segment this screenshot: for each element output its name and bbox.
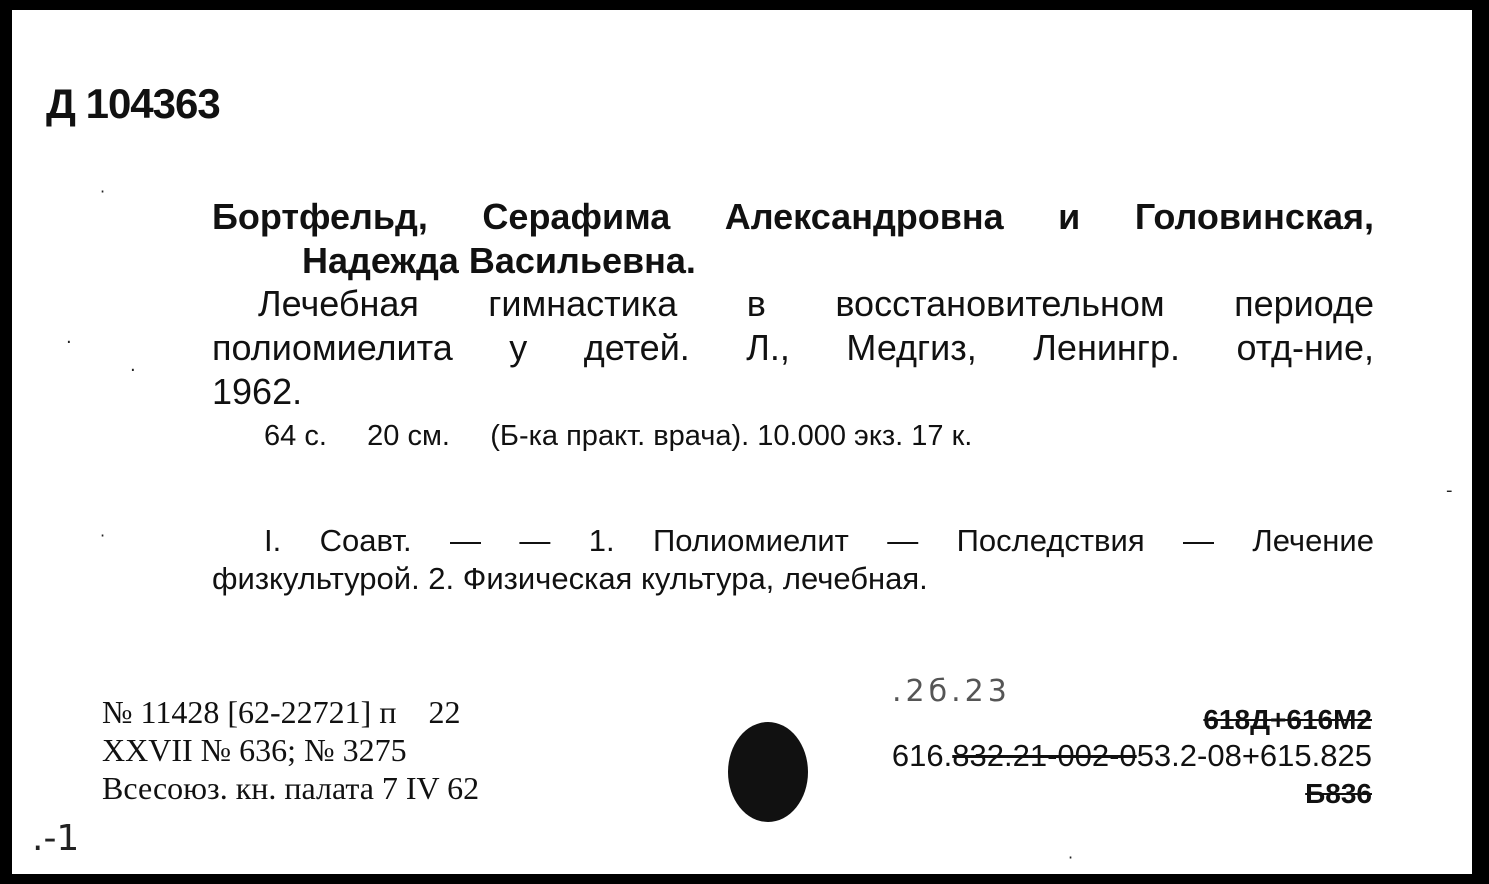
- title-line-2: полиомиелита у детей. Л., Медгиз, Ленингр. отд-ние,: [212, 327, 1374, 368]
- subjects-line-1: I. Соавт. — — 1. Полиомиелит — Последствия — Лечение: [264, 523, 1374, 558]
- imprint-line-3: Всесоюз. кн. палата 7 IV 62: [102, 770, 480, 806]
- classification-line-1: [1203, 700, 1372, 740]
- title-line-3: 1962.: [212, 371, 303, 412]
- subjects-line-2: физкультурой. 2. Физическая культура, лечебная.: [212, 561, 928, 596]
- classification-line-1-text: 618Д+616М2: [1203, 704, 1372, 735]
- classification-line-3: [1305, 774, 1372, 814]
- accession-stamp: Д 104363: [46, 80, 220, 127]
- author-line-2: Надежда Васильевна.: [302, 240, 696, 281]
- speck-mark: ·: [130, 360, 136, 381]
- handwritten-note: .2б.23: [892, 674, 1011, 709]
- speck-mark: -: [1446, 480, 1453, 501]
- catalog-card: [12, 10, 1472, 874]
- classification-line-3-text: Б836: [1305, 778, 1372, 809]
- classification-prefix: 616.: [891, 738, 953, 773]
- imprint-line-1: № 11428 [62-22721] п 22: [102, 694, 461, 730]
- speck-mark: ·: [100, 182, 106, 201]
- title-line-1: Лечебная гимнастика в восстановительном периоде: [258, 283, 1374, 324]
- speck-mark: ·: [100, 526, 106, 545]
- speck-mark: ·: [66, 332, 72, 353]
- classification-struck: 832.21-002-0: [952, 738, 1137, 773]
- corner-mark: .-1: [32, 818, 80, 859]
- classification-suffix: 53.2-08+615.825: [1136, 738, 1372, 773]
- speck-mark: ·: [1068, 848, 1074, 867]
- punch-hole: [728, 722, 808, 822]
- classification-line-2: [892, 736, 1372, 776]
- collation-line: 64 с. 20 см. (Б-ка практ. врача). 10.000 экз. 17 к.: [264, 420, 973, 452]
- author-line-1: Бортфельд, Серафима Александровна и Головинская,: [212, 196, 1374, 237]
- imprint-line-2: XXVII № 636; № 3275: [102, 732, 407, 768]
